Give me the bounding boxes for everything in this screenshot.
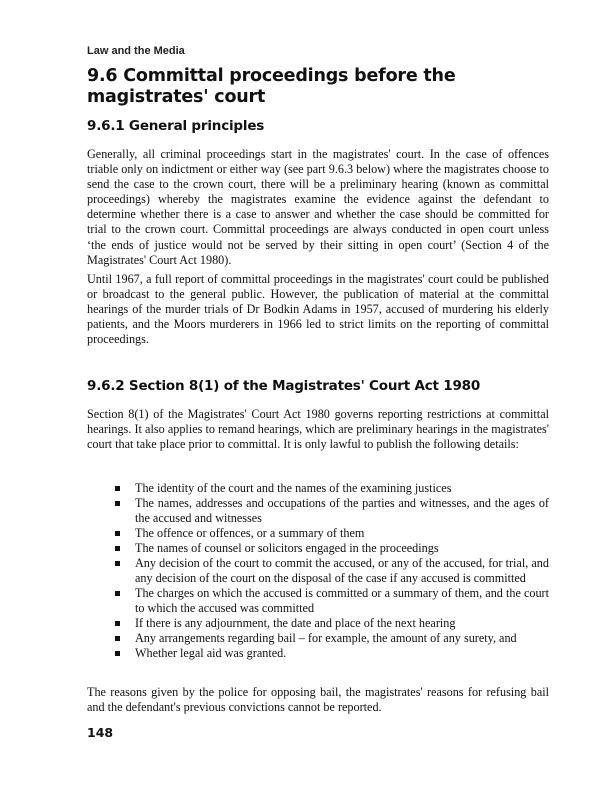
list-item [87,496,549,526]
bullet-icon [115,591,120,596]
bullet-list [87,481,549,661]
list-item [87,616,549,631]
list-item [87,586,549,616]
page-number: 148 [87,725,114,740]
list-item [87,526,549,541]
bullet-icon [115,486,120,491]
bullet-icon [115,621,120,626]
list-item [87,631,549,646]
list-item [87,646,549,661]
list-item-text: The charges on which the accused is committed or a summary of them, and the court to which the accused was committed [135,586,549,615]
list-item [87,556,549,586]
list-item-text: If there is any adjournment, the date and place of the next hearing [135,616,456,630]
bullet-icon [115,636,120,641]
bullet-icon [115,501,120,506]
bullet-icon [115,531,120,536]
bullet-icon [115,651,120,656]
list-item-text: Any arrangements regarding bail – for example, the amount of any surety, and [135,631,517,645]
list-item-text: The offence or offences, or a summary of them [135,526,365,540]
bullet-icon [115,561,120,566]
list-item-text: Any decision of the court to commit the accused, or any of the accused, for trial, and any decision of the court on the disposal of the case if any accused is committed [135,556,549,585]
list-item-text: The names of counsel or solicitors engaged in the proceedings [135,541,439,555]
list-item-text: The identity of the court and the names of the examining justices [135,481,452,495]
paragraph: Until 1967, a full report of committal proceedings in the magistrates' court could be published or broadcast to the general public. However, the publication of material at the committal hearings of the murder trials of Dr Bodkin Adams in 1957, accused of murdering his elderly patients, and the Moors murderers in 1966 led to strict limits on the reporting of committal proceedings. [87,272,549,347]
list-item-text: The names, addresses and occupations of the parties and witnesses, and the ages of the accused and witnesses [135,496,549,525]
section-title: 9.6 Committal proceedings before the magistrates' court [87,66,456,107]
paragraph: Section 8(1) of the Magistrates' Court Act 1980 governs reporting restrictions at committal hearings. It also applies to remand hearings, which are preliminary hearings in the magistrates' court that take place prior to committal. It is only lawful to publish the following details: [87,407,549,452]
bullet-icon [115,546,120,551]
subsection-heading-section-8-1: 9.6.2 Section 8(1) of the Magistrates' Court Act 1980 [87,378,481,394]
list-item [87,541,549,556]
running-head: Law and the Media [87,45,185,57]
paragraph: Generally, all criminal proceedings start in the magistrates' court. In the case of offences triable only on indictment or either way (see part 9.6.3 below) where the magistrates choose to send the case to the crown court, there will be a preliminary hearing (known as committal proceedings) whereby the magistrates examine the evidence against the defendant to determine whether there is a case to answer and whether the case should be committed for trial to the crown court. Committal proceedings are always conducted in open court unless ‘the ends of justice would not be served by their sitting in open court’ (Section 4 of the Magistrates' Court Act 1980). [87,147,549,267]
subsection-heading-general-principles: 9.6.1 General principles [87,118,265,134]
paragraph: The reasons given by the police for opposing bail, the magistrates' reasons for refusing bail and the defendant's previous convictions cannot be reported. [87,685,549,715]
list-item [87,481,549,496]
list-item-text: Whether legal aid was granted. [135,646,287,660]
